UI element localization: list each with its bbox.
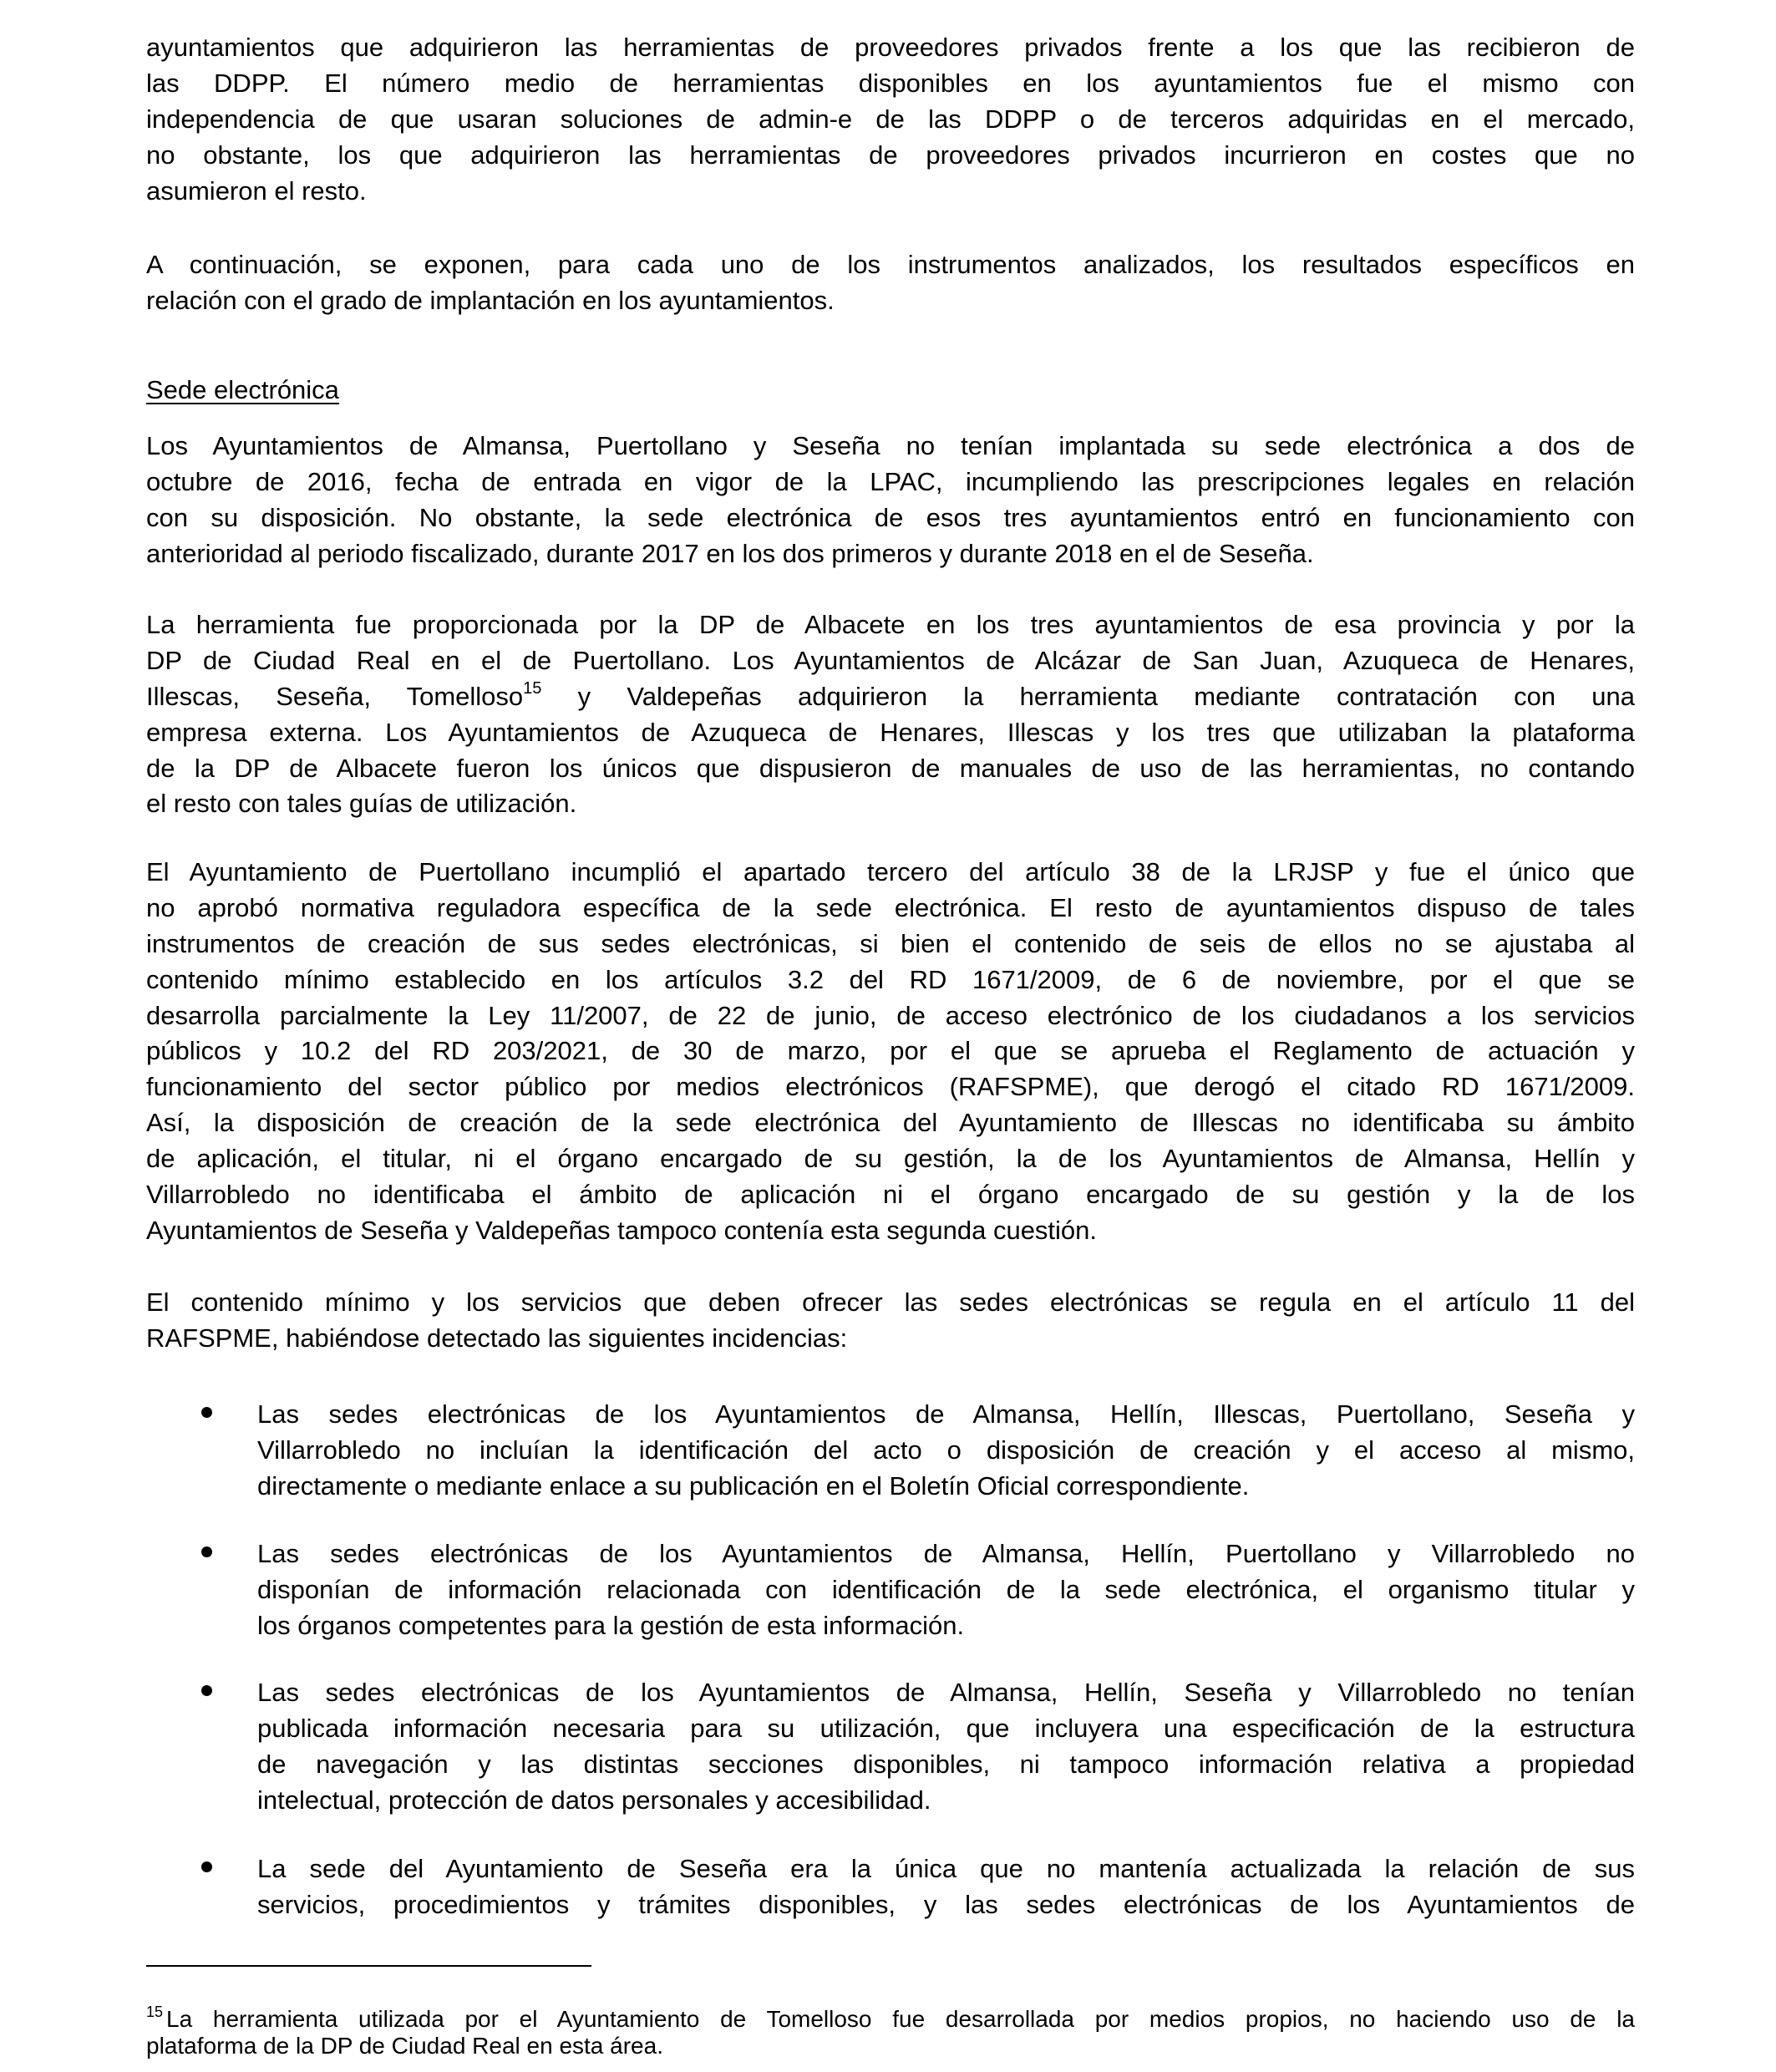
text-line: relación con el grado de implantación en los ayuntamientos. — [146, 285, 835, 315]
text-line: La herramienta fue proporcionada por la DP de Albacete en los tres ayuntamientos de esa provincia y por la — [146, 610, 1635, 639]
paragraph-minimum-content — [146, 1285, 1635, 1357]
text-line: públicos y 10.2 del RD 203/2021, de 30 de marzo, por el que se aprueba el Reglamento de actuación y — [146, 1036, 1635, 1066]
text-line: intelectual, protección de datos personales y accesibilidad. — [257, 1785, 931, 1815]
footnote-text: La herramienta utilizada por el Ayuntamiento de Tomelloso fue desarrollada por medios propios, no haciendo uso de la — [166, 2006, 1635, 2032]
footnote-reference[interactable]: 15 — [523, 679, 542, 698]
text-line: asumieron el resto. — [146, 175, 367, 206]
text-line: no obstante, los que adquirieron las herramientas de proveedores privados incurrieron en costes que no — [146, 140, 1635, 170]
text-line: Así, la disposición de creación de la sede electrónica del Ayuntamiento de Illescas no identificaba su ámbito — [146, 1108, 1635, 1138]
text-line: de navegación y las distintas secciones disponibles, ni tampoco información relativa a propiedad — [257, 1749, 1635, 1779]
text-line: ayuntamientos que adquirieron las herramientas de proveedores privados frente a los que las recibieron de — [146, 33, 1635, 62]
paragraph-regulation — [146, 855, 1635, 1249]
bullet-icon — [201, 1861, 212, 1872]
text-line: empresa externa. Los Ayuntamientos de Azuqueca de Henares, Illescas y los tres que utilizaban la plataforma — [146, 717, 1635, 747]
text-line: Ayuntamientos de Seseña y Valdepeñas tampoco contenía esta segunda cuestión. — [146, 1215, 1098, 1245]
bullet-icon — [201, 1546, 212, 1557]
text-segment: Illescas, Seseña, Tomelloso — [146, 681, 524, 711]
text-line: La sede del Ayuntamiento de Seseña era la única que no mantenía actualizada la relación de sus — [257, 1854, 1635, 1883]
text-line: publicada información necesaria para su utilización, que incluyera una especificación de la estructura — [257, 1713, 1635, 1743]
text-line: Villarrobledo no incluían la identificación del acto o disposición de creación y el acceso al mismo, — [257, 1435, 1635, 1465]
text-line: funcionamiento del sector público por medios electrónicos (RAFSPME), que derogó el citado RD 1671/2009. — [146, 1072, 1635, 1102]
text-line: instrumentos de creación de sus sedes electrónicas, si bien el contenido de seis de ellos no se ajustaba al — [146, 928, 1635, 958]
text-line: las DDPP. El número medio de herramientas disponibles en los ayuntamientos fue el mismo con — [146, 68, 1635, 98]
text-line: los órganos competentes para la gestión de esta información. — [257, 1610, 965, 1640]
text-segment: y Valdepeñas adquirieron la herramienta mediante contratación con una — [541, 681, 1635, 711]
text-line: Los Ayuntamientos de Almansa, Puertollano y Seseña no tenían implantada su sede electrónica a dos de — [146, 431, 1635, 460]
bullet-icon — [201, 1407, 212, 1418]
footnote-line: plataforma de la DP de Ciudad Real en esta área. — [146, 2033, 663, 2059]
text-line: de aplicación, el titular, ni el órgano encargado de su gestión, la de los Ayuntamientos de Almansa, Hellín y — [146, 1144, 1635, 1174]
text-line: Las sedes electrónicas de los Ayuntamientos de Almansa, Hellín, Illescas, Puertollano, Seseña y — [257, 1399, 1635, 1429]
text-line: servicios, procedimientos y trámites disponibles, y las sedes electrónicas de los Ayuntamientos de — [257, 1889, 1635, 1919]
text-line: A continuación, se exponen, para cada uno de los instrumentos analizados, los resultados específicos en — [146, 250, 1635, 279]
bullet-text — [257, 1536, 1635, 1644]
text-line: El Ayuntamiento de Puertollano incumplió el apartado tercero del artículo 38 de la LRJSP y fue el único que — [146, 857, 1635, 886]
text-line: El contenido mínimo y los servicios que deben ofrecer las sedes electrónicas se regula en el artículo 11 del — [146, 1287, 1635, 1317]
text-line: directamente o mediante enlace a su publicación en el Boletín Oficial correspondiente. — [257, 1470, 1250, 1501]
bullet-text — [257, 1851, 1635, 1923]
bullet-text — [257, 1675, 1635, 1819]
paragraph-tool-provision — [146, 607, 1635, 822]
text-line: de la DP de Albacete fueron los únicos que dispusieron de manuales de uso de las herramientas, no contando — [146, 753, 1635, 783]
text-line: contenido mínimo establecido en los artículos 3.2 del RD 1671/2009, de 6 de noviembre, por el que se — [146, 964, 1635, 994]
text-line: RAFSPME, habiéndose detectado las siguientes incidencias: — [146, 1323, 848, 1353]
text-line: Las sedes electrónicas de los Ayuntamientos de Almansa, Hellín, Seseña y Villarrobledo no tenían — [257, 1678, 1635, 1707]
text-line: desarrolla parcialmente la Ley 11/2007, de 22 de junio, de acceso electrónico de los ciudadanos a los servicios — [146, 1000, 1635, 1030]
text-line: Las sedes electrónicas de los Ayuntamientos de Almansa, Hellín, Puertollano y Villarrobledo no — [257, 1539, 1635, 1568]
paragraph-sede-implantation — [146, 429, 1635, 572]
text-line: anterioridad al periodo fiscalizado, durante 2017 en los dos primeros y durante 2018 en el de Seseña. — [146, 538, 1314, 568]
paragraph-overview — [146, 247, 1635, 319]
section-heading: Sede electrónica — [146, 375, 339, 404]
footnote-number: 15 — [146, 2003, 164, 2020]
text-line: independencia de que usaran soluciones de admin-e de las DDPP o de terceros adquiridas en el mercado, — [146, 104, 1635, 134]
text-line: Villarrobledo no identificaba el ámbito de aplicación ni el órgano encargado de su gestión y la de los — [146, 1180, 1635, 1210]
text-line: con su disposición. No obstante, la sede electrónica de esos tres ayuntamientos entró en funcionamiento con — [146, 502, 1635, 532]
text-line: el resto con tales guías de utilización. — [146, 789, 577, 819]
text-line: disponían de información relacionada con identificación de la sede electrónica, el organismo titular y — [257, 1574, 1635, 1604]
text-line: DP de Ciudad Real en el de Puertollano. Los Ayuntamientos de Alcázar de San Juan, Azuqueca de Henares, — [146, 645, 1635, 675]
footnote-separator — [146, 1965, 591, 1967]
footnote-line — [146, 2003, 1635, 2033]
bullet-text — [257, 1397, 1635, 1505]
section-heading-container — [146, 373, 1635, 409]
text-line-with-footnote-ref — [146, 679, 1635, 715]
text-line: octubre de 2016, fecha de entrada en vigor de la LPAC, incumpliendo las prescripciones legales en relación — [146, 466, 1635, 496]
paragraph-intro-continuation — [146, 30, 1635, 209]
bullet-icon — [201, 1685, 212, 1696]
text-line: no aprobó normativa reguladora específica de la sede electrónica. El resto de ayuntamientos dispuso de tales — [146, 892, 1635, 922]
footnote — [146, 2003, 1635, 2059]
